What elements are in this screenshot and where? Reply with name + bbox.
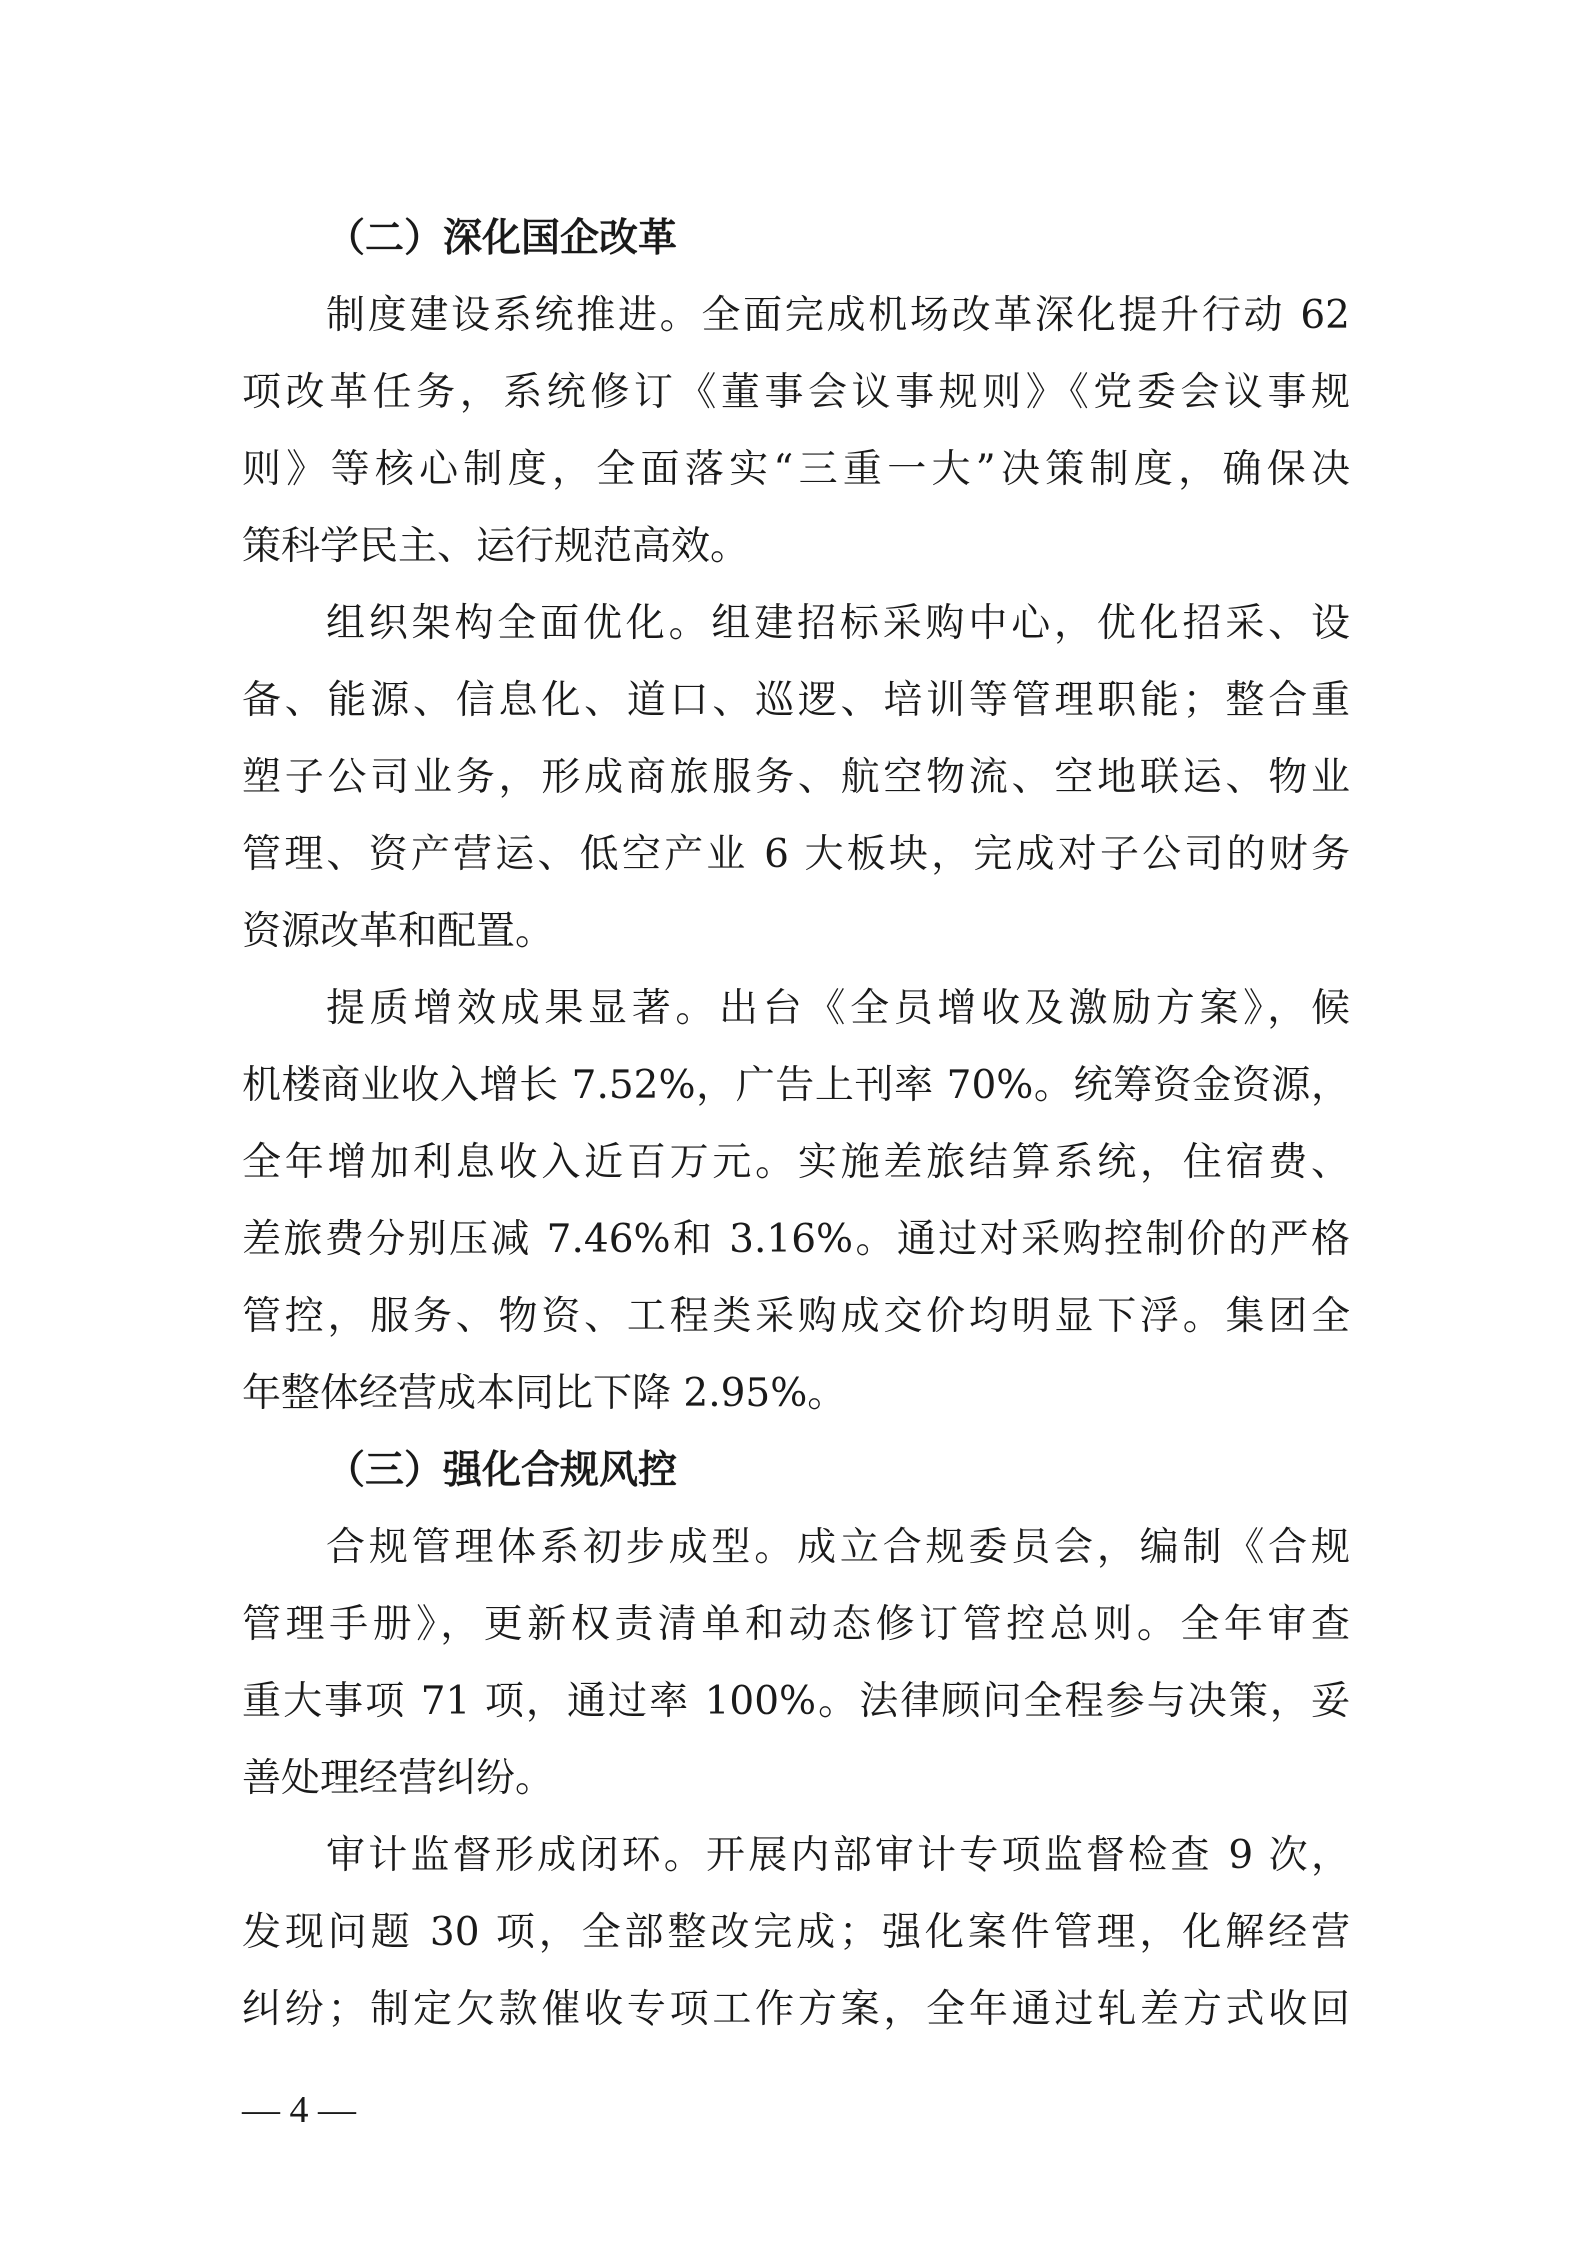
page-number: — 4 — bbox=[242, 2089, 356, 2131]
section-heading: （三）强化合规风控 bbox=[326, 1448, 678, 1493]
paragraph-line: 审计监督形成闭环。开展内部审计专项监督检查 9 次， bbox=[326, 1833, 1350, 1878]
paragraph-line: 合规管理体系初步成型。成立合规委员会，编制《合规 bbox=[326, 1525, 1350, 1570]
section-heading: （二）深化国企改革 bbox=[326, 216, 678, 261]
paragraph-line: 纠纷；制定欠款催收专项工作方案，全年通过轧差方式收回 bbox=[242, 1987, 1350, 2032]
paragraph-line: 管控，服务、物资、工程类采购成交价均明显下浮。集团全 bbox=[242, 1294, 1350, 1339]
paragraph-line: 全年增加利息收入近百万元。实施差旅结算系统，住宿费、 bbox=[242, 1140, 1350, 1185]
paragraph-line: 善处理经营纠纷。 bbox=[242, 1756, 555, 1801]
paragraph-line: 则》等核心制度，全面落实“三重一大”决策制度，确保决 bbox=[242, 447, 1350, 492]
paragraph-line: 组织架构全面优化。组建招标采购中心，优化招采、设 bbox=[326, 601, 1350, 646]
paragraph-line: 年整体经营成本同比下降 2.95%。 bbox=[242, 1371, 847, 1416]
paragraph-line: 管理手册》，更新权责清单和动态修订管控总则。全年审查 bbox=[242, 1602, 1350, 1647]
paragraph-line: 重大事项 71 项，通过率 100%。法律顾问全程参与决策，妥 bbox=[242, 1679, 1350, 1724]
paragraph bbox=[242, 585, 1350, 970]
paragraph-line: 策科学民主、运行规范高效。 bbox=[242, 524, 750, 569]
paragraph-line: 项改革任务，系统修订《董事会议事规则》《党委会议事规 bbox=[242, 370, 1350, 415]
paragraph-line: 差旅费分别压减 7.46%和 3.16%。通过对采购控制价的严格 bbox=[242, 1217, 1350, 1262]
paragraph-line: 制度建设系统推进。全面完成机场改革深化提升行动 62 bbox=[326, 293, 1350, 338]
paragraph-line: 提质增效成果显著。出台《全员增收及激励方案》，候 bbox=[326, 986, 1350, 1031]
paragraph-line: 机楼商业收入增长 7.52%，广告上刊率 70%。统筹资金资源， bbox=[242, 1063, 1350, 1108]
paragraph-line: 发现问题 30 项，全部整改完成；强化案件管理，化解经营 bbox=[242, 1910, 1350, 1955]
paragraph bbox=[242, 277, 1350, 585]
document-body bbox=[242, 200, 1350, 2048]
paragraph-line: 备、能源、信息化、道口、巡逻、培训等管理职能；整合重 bbox=[242, 678, 1350, 723]
paragraph-line: 管理、资产营运、低空产业 6 大板块，完成对子公司的财务 bbox=[242, 832, 1350, 877]
paragraph bbox=[242, 1817, 1350, 2048]
paragraph bbox=[242, 970, 1350, 1432]
paragraph-line: 塑子公司业务，形成商旅服务、航空物流、空地联运、物业 bbox=[242, 755, 1350, 800]
paragraph bbox=[242, 1509, 1350, 1817]
paragraph-line: 资源改革和配置。 bbox=[242, 909, 555, 954]
